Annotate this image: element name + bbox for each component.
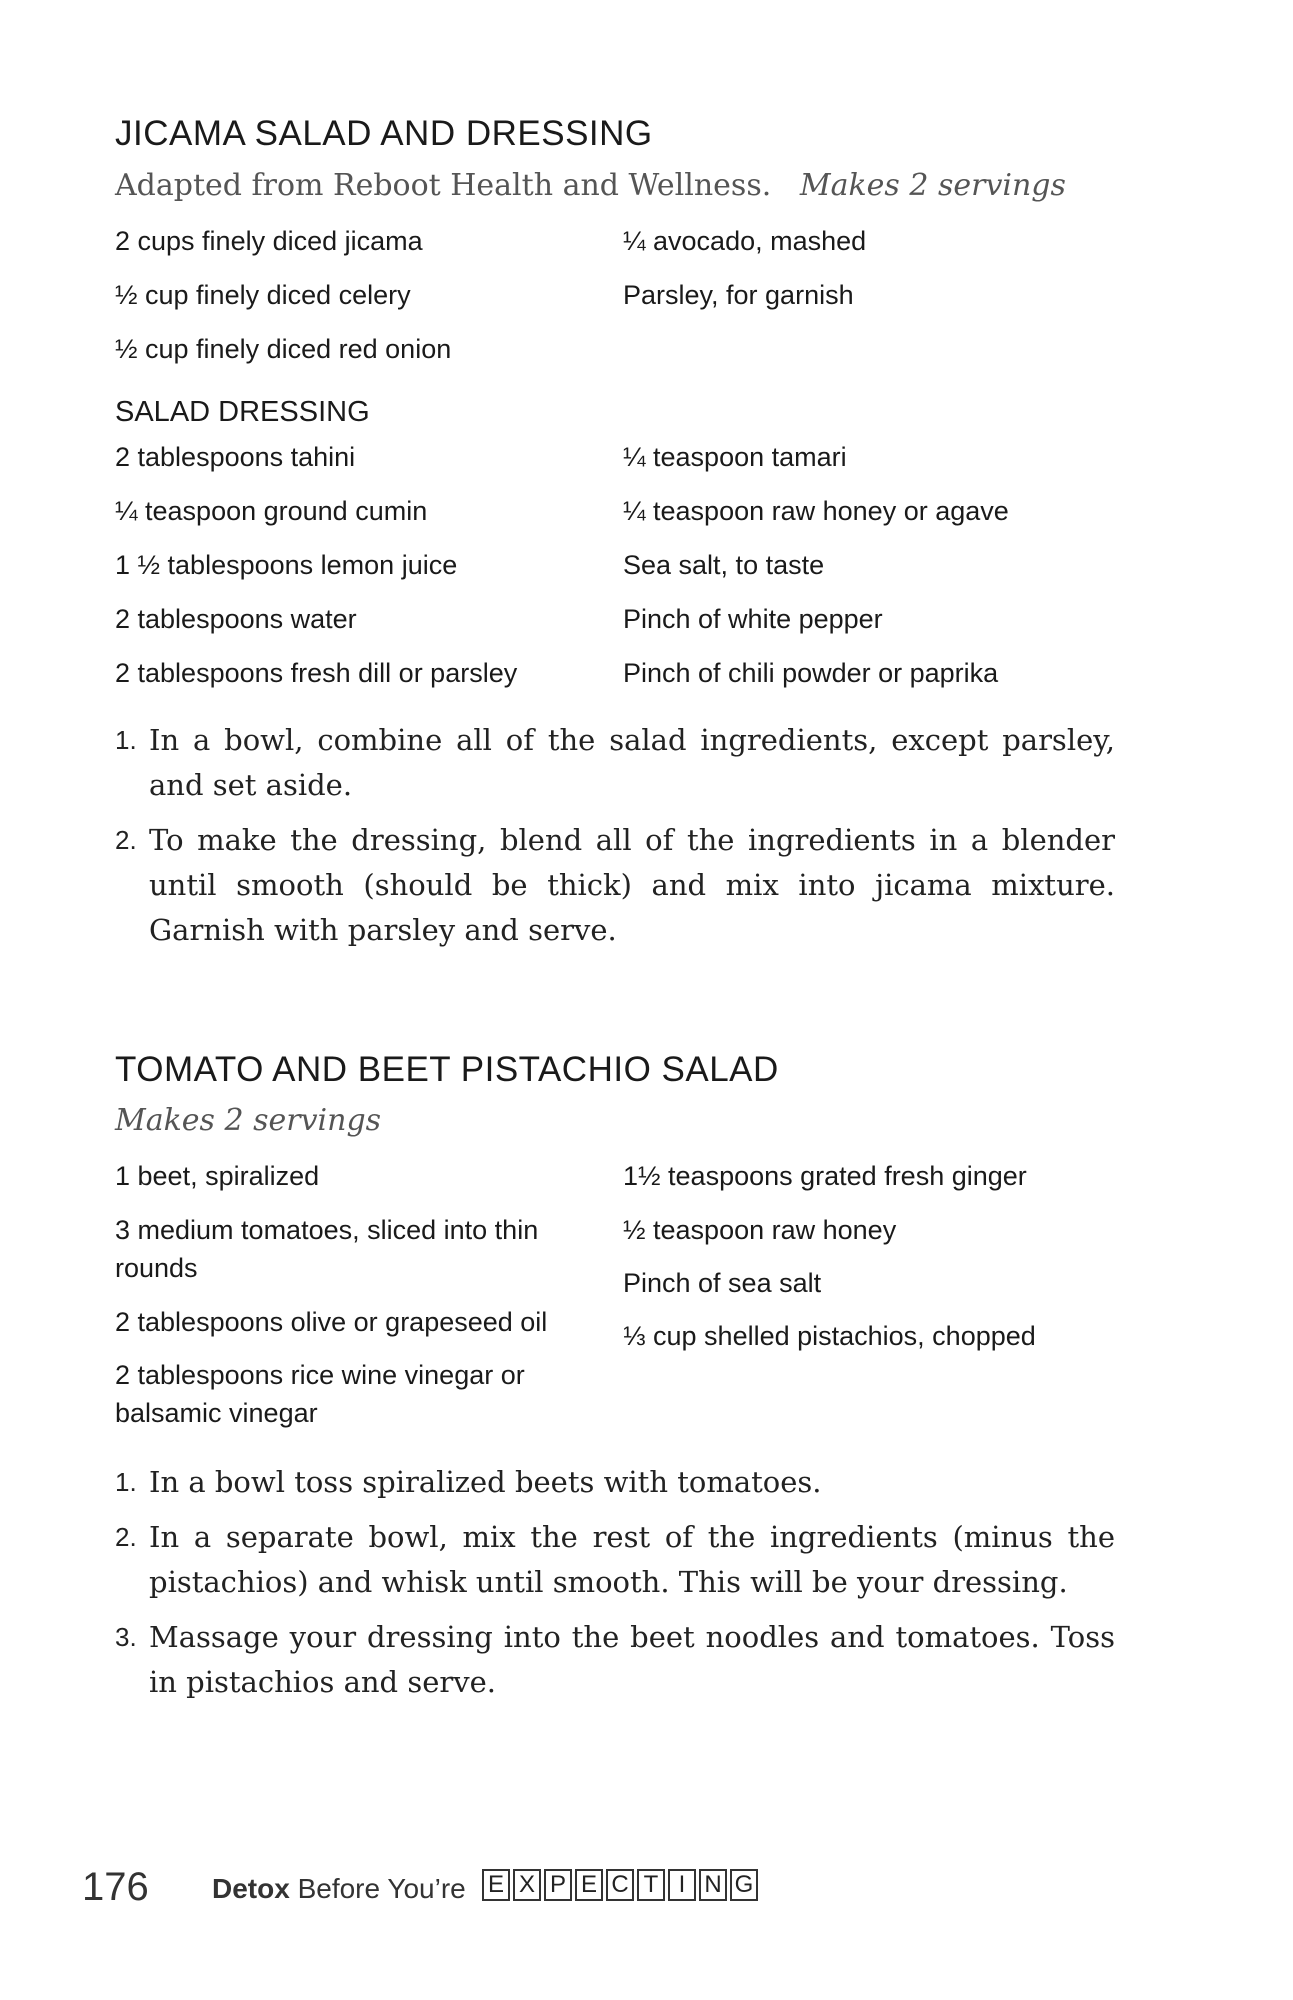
letter-box: C bbox=[606, 1869, 634, 1901]
ingredient: 1 beet, spiralized bbox=[115, 1161, 320, 1191]
ingredient: 1½ teaspoons grated fresh ginger bbox=[623, 1161, 1027, 1191]
section-heading: SALAD DRESSING bbox=[115, 396, 370, 428]
ingredient: ¼ teaspoon ground cumin bbox=[115, 496, 428, 526]
letter-box: I bbox=[668, 1869, 696, 1901]
ingredient: 2 tablespoons olive or grapeseed oil bbox=[115, 1307, 548, 1337]
recipe-source: Adapted from Reboot Health and Wellness. bbox=[115, 168, 772, 203]
recipe-step bbox=[115, 1460, 1115, 1505]
step-text: In a separate bowl, mix the rest of the ingredients (minus the pistachios) and whisk until smooth. This will be your dressing. bbox=[149, 1520, 1115, 1599]
ingredient: ¼ teaspoon raw honey or agave bbox=[623, 496, 1009, 526]
ingredient: ½ cup finely diced celery bbox=[115, 280, 411, 310]
book-title-letter-boxes bbox=[482, 1869, 758, 1901]
recipe-subtitle bbox=[115, 1103, 381, 1139]
ingredient: ½ teaspoon raw honey bbox=[623, 1215, 897, 1245]
ingredient: 2 tablespoons rice wine vinegar or balsamic vinegar bbox=[115, 1360, 525, 1428]
letter-box: N bbox=[699, 1869, 727, 1901]
ingredient: Parsley, for garnish bbox=[623, 280, 854, 310]
ingredient: 1 ½ tablespoons lemon juice bbox=[115, 550, 458, 580]
step-number: 2. bbox=[115, 825, 137, 855]
step-text: In a bowl, combine all of the salad ingredients, except parsley, and set aside. bbox=[149, 723, 1115, 802]
letter-box: P bbox=[544, 1869, 572, 1901]
recipe-subtitle bbox=[115, 168, 1066, 204]
book-title bbox=[212, 1873, 466, 1905]
ingredient: 2 cups finely diced jicama bbox=[115, 226, 423, 256]
book-title-bold: Detox bbox=[212, 1873, 290, 1904]
recipe-step bbox=[115, 1615, 1115, 1705]
ingredient: ⅓ cup shelled pistachios, chopped bbox=[623, 1321, 1036, 1351]
step-number: 1. bbox=[115, 725, 137, 755]
ingredient: ½ cup finely diced red onion bbox=[115, 334, 452, 364]
step-number: 3. bbox=[115, 1622, 137, 1652]
step-text: Massage your dressing into the beet noodles and tomatoes. Toss in pistachios and serve. bbox=[149, 1620, 1115, 1699]
ingredient: 2 tablespoons fresh dill or parsley bbox=[115, 658, 518, 688]
recipe-step bbox=[115, 1515, 1115, 1605]
page-number: 176 bbox=[82, 1865, 149, 1909]
ingredient: Pinch of sea salt bbox=[623, 1268, 822, 1298]
ingredient: Pinch of white pepper bbox=[623, 604, 883, 634]
recipe-step bbox=[115, 818, 1115, 953]
recipe-title: TOMATO AND BEET PISTACHIO SALAD bbox=[115, 1050, 779, 1089]
step-number: 1. bbox=[115, 1467, 137, 1497]
letter-box: E bbox=[482, 1869, 510, 1901]
letter-box: X bbox=[513, 1869, 541, 1901]
ingredient: 2 tablespoons water bbox=[115, 604, 357, 634]
recipe-steps bbox=[115, 1460, 1115, 1715]
recipe-steps bbox=[115, 718, 1115, 963]
recipe-title: JICAMA SALAD AND DRESSING bbox=[115, 114, 653, 153]
ingredient: ¼ avocado, mashed bbox=[623, 226, 867, 256]
book-title-rest: Before You’re bbox=[289, 1873, 466, 1904]
letter-box: T bbox=[637, 1869, 665, 1901]
step-text: In a bowl toss spiralized beets with tomatoes. bbox=[149, 1465, 822, 1499]
recipe-yield: Makes 2 servings bbox=[799, 168, 1066, 203]
ingredient: 2 tablespoons tahini bbox=[115, 442, 356, 472]
step-text: To make the dressing, blend all of the ingredients in a blender until smooth (should be thick) and mix into jicama mixture. Garnish with parsley and serve. bbox=[149, 823, 1115, 947]
recipe-yield: Makes 2 servings bbox=[115, 1103, 382, 1138]
letter-box: E bbox=[575, 1869, 603, 1901]
ingredient: Pinch of chili powder or paprika bbox=[623, 658, 999, 688]
ingredient: 3 medium tomatoes, sliced into thin rounds bbox=[115, 1215, 539, 1283]
step-number: 2. bbox=[115, 1522, 137, 1552]
letter-box: G bbox=[730, 1869, 758, 1901]
ingredient: Sea salt, to taste bbox=[623, 550, 825, 580]
recipe-step bbox=[115, 718, 1115, 808]
ingredient: ¼ teaspoon tamari bbox=[623, 442, 847, 472]
